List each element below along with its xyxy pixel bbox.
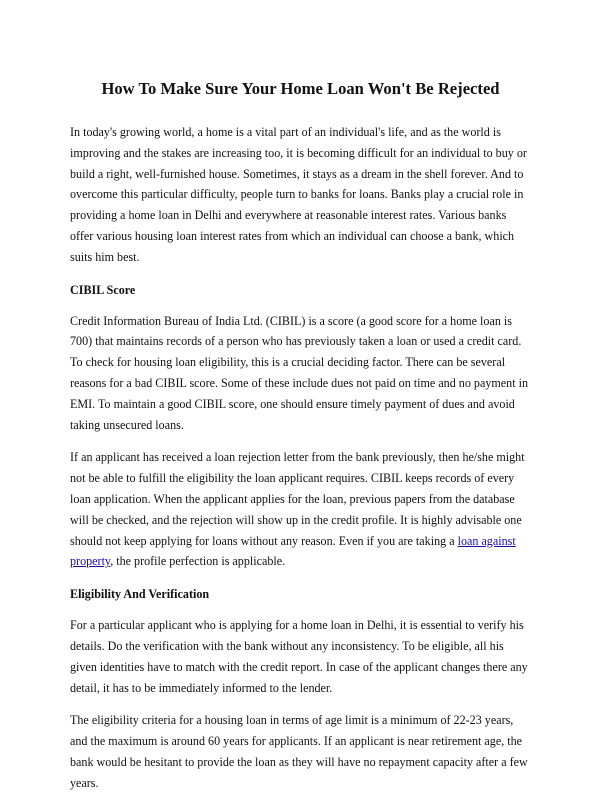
section-heading-cibil-score: CIBIL Score bbox=[70, 282, 136, 297]
cibil-paragraph-2-text-before: If an applicant has received a loan rejection letter from the bank previously, then he/she might not be able to fulfill the eligibility the loan applicant requires. CIBIL keeps records of every loan application. When the applicant applies for the loan, previous papers from the database will be checked, and the rejection will show up in the credit profile. It is highly advisable one should not keep applying for loans without any reason. Even if you are taking a bbox=[70, 450, 525, 548]
page-title: How To Make Sure Your Home Loan Won't Be Rejected bbox=[101, 79, 500, 98]
eligibility-paragraph-1: For a particular applicant who is applying for a home loan in Delhi, it is essential to verify his details. Do the verification with the bank without any inconsistency. To be eligible, all his given identities have to match with the credit report. In case of the applicant changes there any detail, it has to be immediately informed to the lender. bbox=[70, 618, 528, 695]
cibil-paragraph-2-text-after: , the profile perfection is applicable. bbox=[110, 554, 286, 569]
intro-paragraph: In today's growing world, a home is a vital part of an individual's life, and as the world is improving and the stakes are increasing too, it is becoming difficult for an individual to buy or build a right, well-furnished house. Sometimes, it stays as a dream in the shell forever. And to overcome this particular difficulty, people turn to banks for loans. Banks play a crucial role in providing a home loan in Delhi and everywhere at reasonable interest rates. Various banks offer various housing loan interest rates from which an individual can choose a bank, which suits him best. bbox=[70, 125, 527, 264]
eligibility-paragraph-2: The eligibility criteria for a housing loan in terms of age limit is a minimum of 22-23 years, and the maximum is around 60 years for applicants. If an applicant is near retirement age, the bank would be hesitant to provide the loan as they will have no repayment capacity after a few years. bbox=[70, 713, 528, 790]
cibil-paragraph-1: Credit Information Bureau of India Ltd. (CIBIL) is a score (a good score for a home loan is 700) that maintains records of a person who has previously taken a loan or used a credit card. To check for housing loan eligibility, this is a crucial deciding factor. There can be several reasons for a bad CIBIL score. Some of these include dues not paid on time and no payment in EMI. To maintain a good CIBIL score, one should ensure timely payment of dues and avoid taking unsecured loans. bbox=[70, 313, 528, 432]
loan-against-property-link[interactable]: loan against property bbox=[70, 533, 516, 569]
cibil-paragraph-2 bbox=[70, 447, 531, 572]
section-heading-eligibility: Eligibility And Verification bbox=[70, 587, 210, 602]
